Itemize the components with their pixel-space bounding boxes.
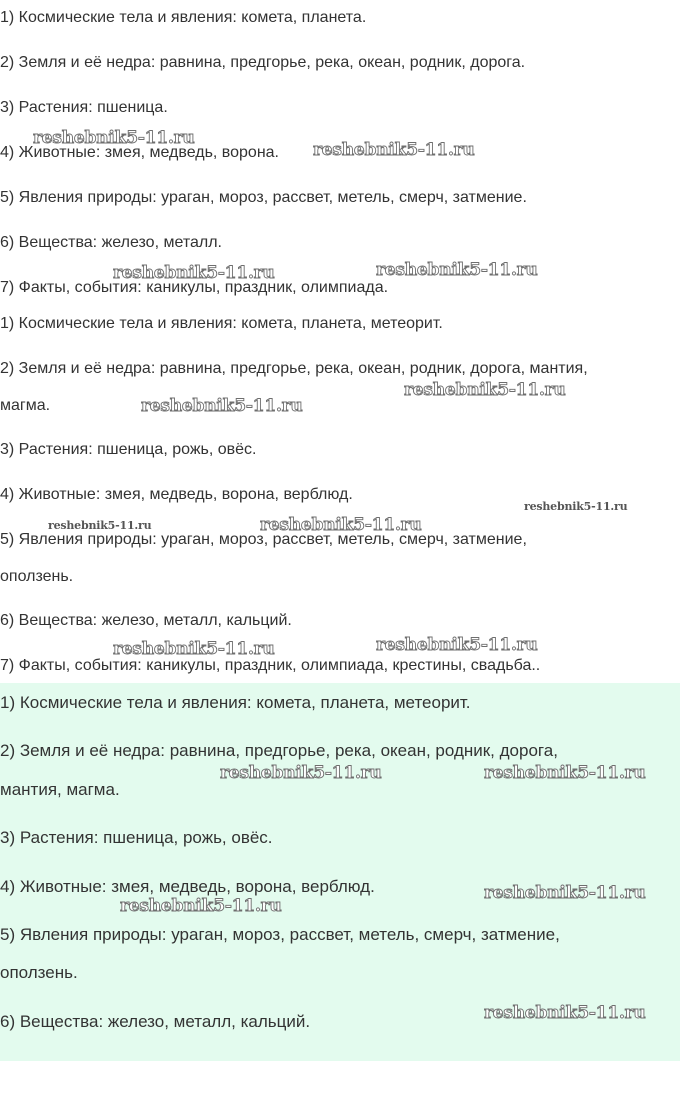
answer-line: мантия, магма.	[0, 780, 120, 799]
watermark: reshebnik5-11.ru	[48, 519, 152, 532]
answer-line: 7) Факты, события: каникулы, праздник, олимпиада.	[0, 279, 389, 296]
answer-line: 6) Вещества: железо, металл, кальций.	[0, 612, 292, 629]
watermark: reshebnik5-11.ru	[376, 635, 538, 655]
watermark: reshebnik5-11.ru	[113, 263, 275, 283]
watermark: reshebnik5-11.ru	[313, 140, 475, 160]
answer-line: магма.	[0, 397, 51, 414]
answer-line: 4) Животные: змея, медведь, ворона, верблюд.	[0, 486, 353, 503]
watermark: reshebnik5-11.ru	[484, 883, 646, 903]
answer-line: 3) Растения: пшеница.	[0, 99, 168, 116]
answer-line: 1) Космические тела и явления: комета, планета, метеорит.	[0, 315, 443, 332]
answer-line: 6) Вещества: железо, металл, кальций.	[0, 1012, 311, 1031]
watermark: reshebnik5-11.ru	[113, 639, 275, 659]
answer-line: 2) Земля и её недра: равнина, предгорье, река, океан, родник, дорога.	[0, 54, 526, 71]
watermark: reshebnik5-11.ru	[524, 500, 628, 513]
watermark: reshebnik5-11.ru	[33, 128, 195, 148]
watermark: reshebnik5-11.ru	[141, 396, 303, 416]
answer-line: 1) Космические тела и явления: комета, планета, метеорит.	[0, 693, 471, 712]
answer-line: 2) Земля и её недра: равнина, предгорье, река, океан, родник, дорога,	[0, 741, 558, 760]
watermark: reshebnik5-11.ru	[404, 380, 566, 400]
watermark: reshebnik5-11.ru	[484, 763, 646, 783]
answer-line: 1) Космические тела и явления: комета, планета.	[0, 9, 367, 26]
answer-line: оползень.	[0, 568, 74, 585]
watermark: reshebnik5-11.ru	[484, 1003, 646, 1023]
answer-line: оползень.	[0, 963, 78, 982]
answer-line: 6) Вещества: железо, металл.	[0, 234, 222, 251]
answer-line: 5) Явления природы: ураган, мороз, рассвет, метель, смерч, затмение.	[0, 189, 527, 206]
watermark: reshebnik5-11.ru	[120, 896, 282, 916]
watermark: reshebnik5-11.ru	[260, 515, 422, 535]
answer-line: 3) Растения: пшеница, рожь, овёс.	[0, 441, 257, 458]
answer-line: 7) Факты, события: каникулы, праздник, олимпиада, крестины, свадьба..	[0, 657, 541, 674]
answer-line: 4) Животные: змея, медведь, ворона.	[0, 144, 279, 161]
watermark: reshebnik5-11.ru	[220, 763, 382, 783]
answer-line: 4) Животные: змея, медведь, ворона, верблюд.	[0, 877, 375, 896]
answer-line: 2) Земля и её недра: равнина, предгорье, река, океан, родник, дорога, мантия,	[0, 360, 588, 377]
watermark: reshebnik5-11.ru	[376, 260, 538, 280]
answer-line: 3) Растения: пшеница, рожь, овёс.	[0, 828, 273, 847]
answer-line: 5) Явления природы: ураган, мороз, рассвет, метель, смерч, затмение,	[0, 925, 560, 944]
answer-line: 5) Явления природы: ураган, мороз, рассвет, метель, смерч, затмение,	[0, 531, 527, 548]
